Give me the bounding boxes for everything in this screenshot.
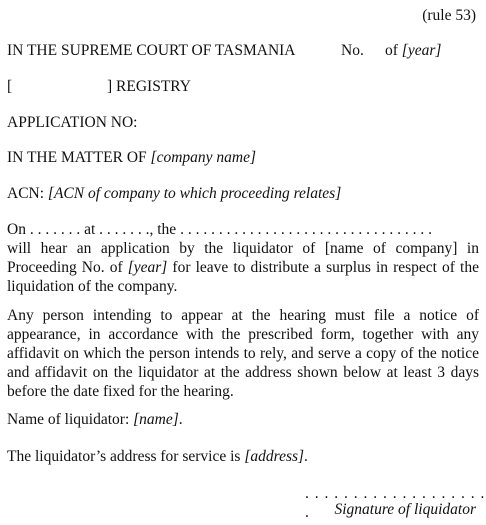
company-name-placeholder: [company name] (150, 149, 256, 166)
proceeding-year: of [year] (385, 42, 442, 59)
registry-open-bracket: [ (7, 78, 13, 95)
liquidator-name-line: Name of liquidator: [name]. (7, 411, 183, 428)
acn-line: ACN: [ACN of company to which proceeding relates] (7, 185, 342, 202)
signature-line: . . . . . . . . . . . . . . . . . . . . (305, 485, 486, 521)
appearance-paragraph: Any person intending to appear at the hearing must file a notice of appearance, in accordance with the prescribed form, together with any affidavit on which the person intends to rely, and serve a copy of the notice and affidavit on the liquidator at the address shown below at least 3 days before the date fixed for the hearing. (7, 307, 479, 400)
proceeding-no-label: No. (341, 42, 364, 59)
liquidator-name-placeholder: [name] (133, 411, 179, 428)
signature-label: Signature of liquidator (334, 501, 476, 518)
year-placeholder: [year] (401, 42, 442, 59)
liquidator-address-line: The liquidator’s address for service is [address]. (7, 448, 308, 465)
hearing-notice-paragraph: On . . . . . . . at . . . . . . ., the . . . . . . . . . . . . . . . . . . . . . . . . . . . . . . . . . will hear an application by the liquidator of [name of company] in Proceeding No. of [year] for leave to distribute a surplus in respect of the liquidation of the company. (7, 221, 479, 295)
matter-line: IN THE MATTER OF [company name] (7, 149, 256, 166)
acn-placeholder: [ACN of company to which proceeding relates] (47, 185, 342, 202)
application-no: APPLICATION NO: (7, 114, 138, 131)
hearing-date-line: On . . . . . . . at . . . . . . ., the . . . . . . . . . . . . . . . . . . . . . . . . . . . . . . . . . (7, 221, 432, 238)
court-heading (7, 41, 442, 60)
year-placeholder: [year] (127, 259, 168, 276)
address-placeholder: [address] (244, 448, 305, 465)
registry-label: ] REGISTRY (107, 78, 191, 95)
court-title: IN THE SUPREME COURT OF TASMANIA (7, 42, 296, 59)
rule-reference: (rule 53) (422, 7, 476, 24)
